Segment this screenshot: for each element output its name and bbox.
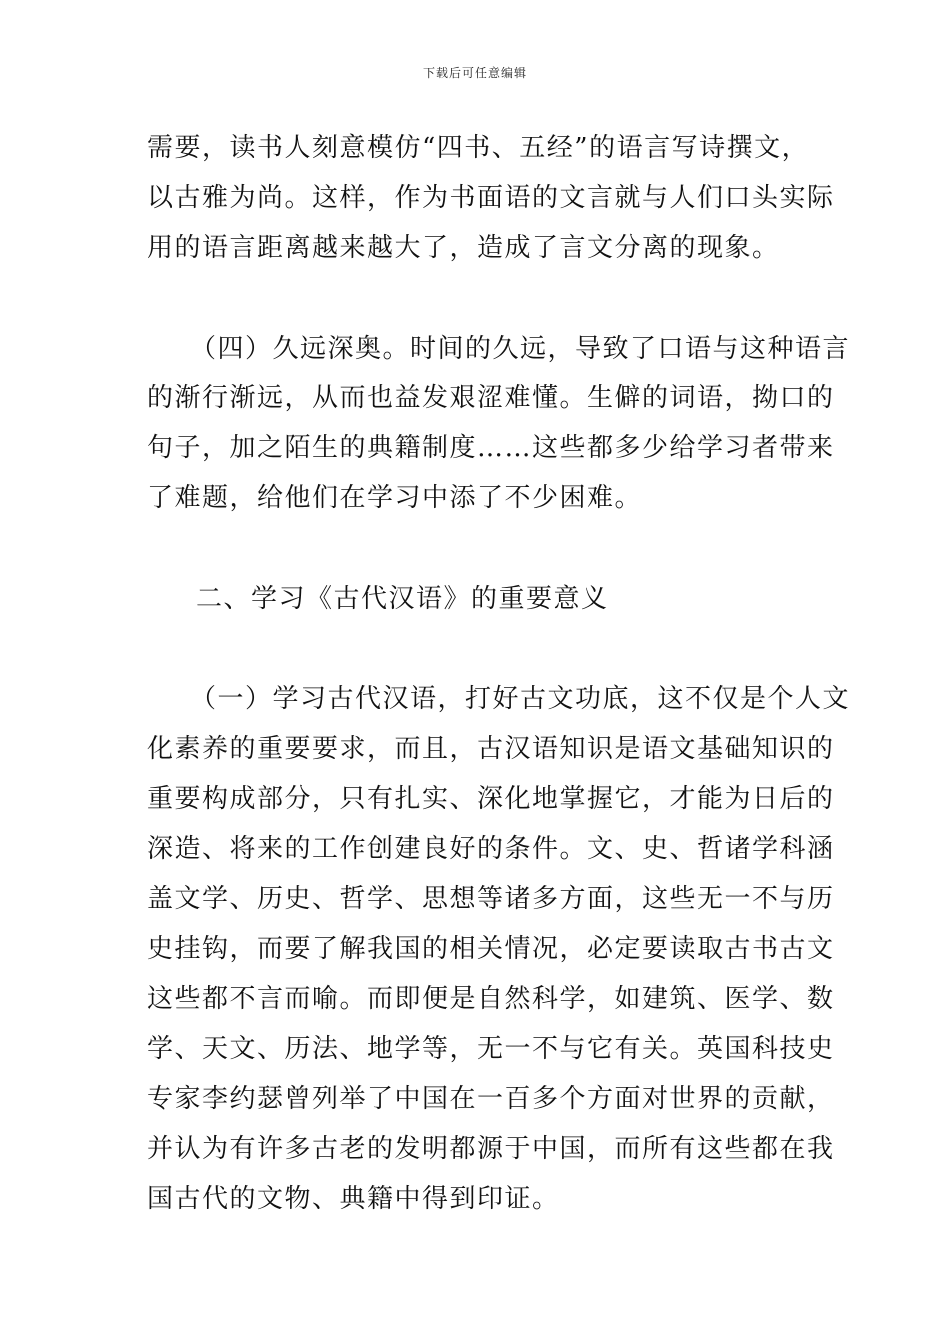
page-header: 下载后可任意编辑 — [422, 66, 527, 80]
paragraph-1-line-3: 用的语言距离越来越大了，造成了言文分离的现象。 — [147, 233, 780, 263]
paragraph-3-line-10: 并认为有许多古老的发明都源于中国，而所有这些都在我 — [147, 1134, 835, 1164]
paragraph-3-line-2: 化素养的重要要求，而且，古汉语知识是语文基础知识的 — [147, 734, 835, 764]
paragraph-3-line-11: 国古代的文物、典籍中得到印证。 — [147, 1184, 560, 1214]
paragraph-2-line-4: 了难题，给他们在学习中添了不少困难。 — [147, 483, 643, 513]
paragraph-3-line-5: 盖文学、历史、哲学、思想等诸多方面，这些无一不与历 — [147, 884, 835, 914]
paragraph-2-line-2: 的渐行渐远，从而也益发艰涩难懂。生僻的词语，拗口的 — [147, 383, 835, 413]
paragraph-3-line-6: 史挂钩，而要了解我国的相关情况，必定要读取古书古文 — [147, 934, 835, 964]
paragraph-1-line-2: 以古雅为尚。这样，作为书面语的文言就与人们口头实际 — [147, 183, 835, 213]
paragraph-1-line-1: 需要，读书人刻意模仿“四书、五经”的语言写诗撰文， — [147, 133, 810, 163]
paragraph-3-line-8: 学、天文、历法、地学等，无一不与它有关。英国科技史 — [147, 1034, 835, 1064]
paragraph-3-line-3: 重要构成部分，只有扎实、深化地掌握它，才能为日后的 — [147, 784, 835, 814]
paragraph-3-line-7: 这些都不言而喻。而即便是自然科学，如建筑、医学、数 — [147, 984, 835, 1014]
paragraph-3-line-4: 深造、将来的工作创建良好的条件。文、史、哲诸学科涵 — [147, 834, 835, 864]
paragraph-2-line-3: 句子，加之陌生的典籍制度……这些都多少给学习者带来 — [147, 433, 835, 463]
section-heading: 二、学习《古代汉语》的重要意义 — [196, 584, 609, 614]
paragraph-3-line-9: 专家李约瑟曾列举了中国在一百多个方面对世界的贡献， — [147, 1084, 835, 1114]
paragraph-2-line-1: （四）久远深奥。时间的久远，导致了口语与这种语言 — [190, 334, 851, 364]
paragraph-3-line-1: （一）学习古代汉语，打好古文功底，这不仅是个人文 — [190, 684, 851, 714]
